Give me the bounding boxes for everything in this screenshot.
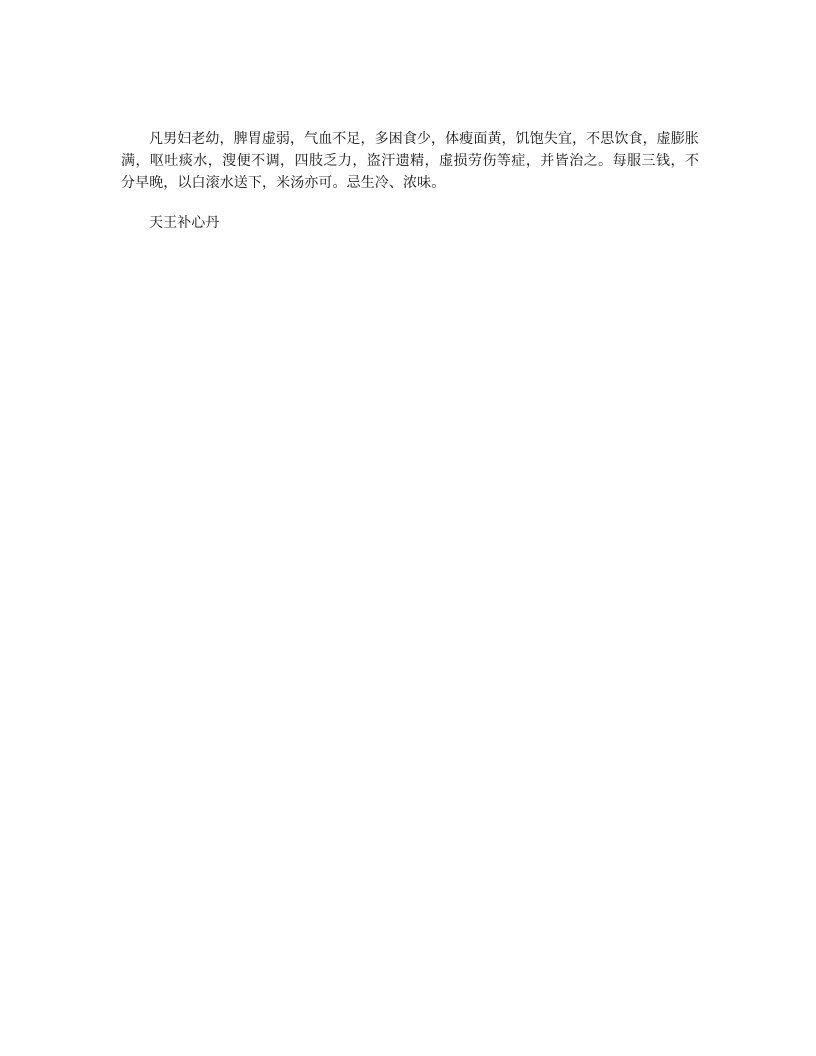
paragraph-intro: 凡男妇老幼，脾胃虚弱，气血不足，多困食少，体瘦面黄，饥饱失宜，不思饮食，虚膨胀满，呕吐痰水，溲便不调，四肢乏力，盗汗遗精，虚损劳伤等症，并皆治之。每服三钱，不分早晚，以白滚水送下，米汤亦可。忌生冷、浓味。: [121, 131, 699, 191]
heading-tianwang-buxin-dan: 天王补心丹: [149, 215, 220, 231]
